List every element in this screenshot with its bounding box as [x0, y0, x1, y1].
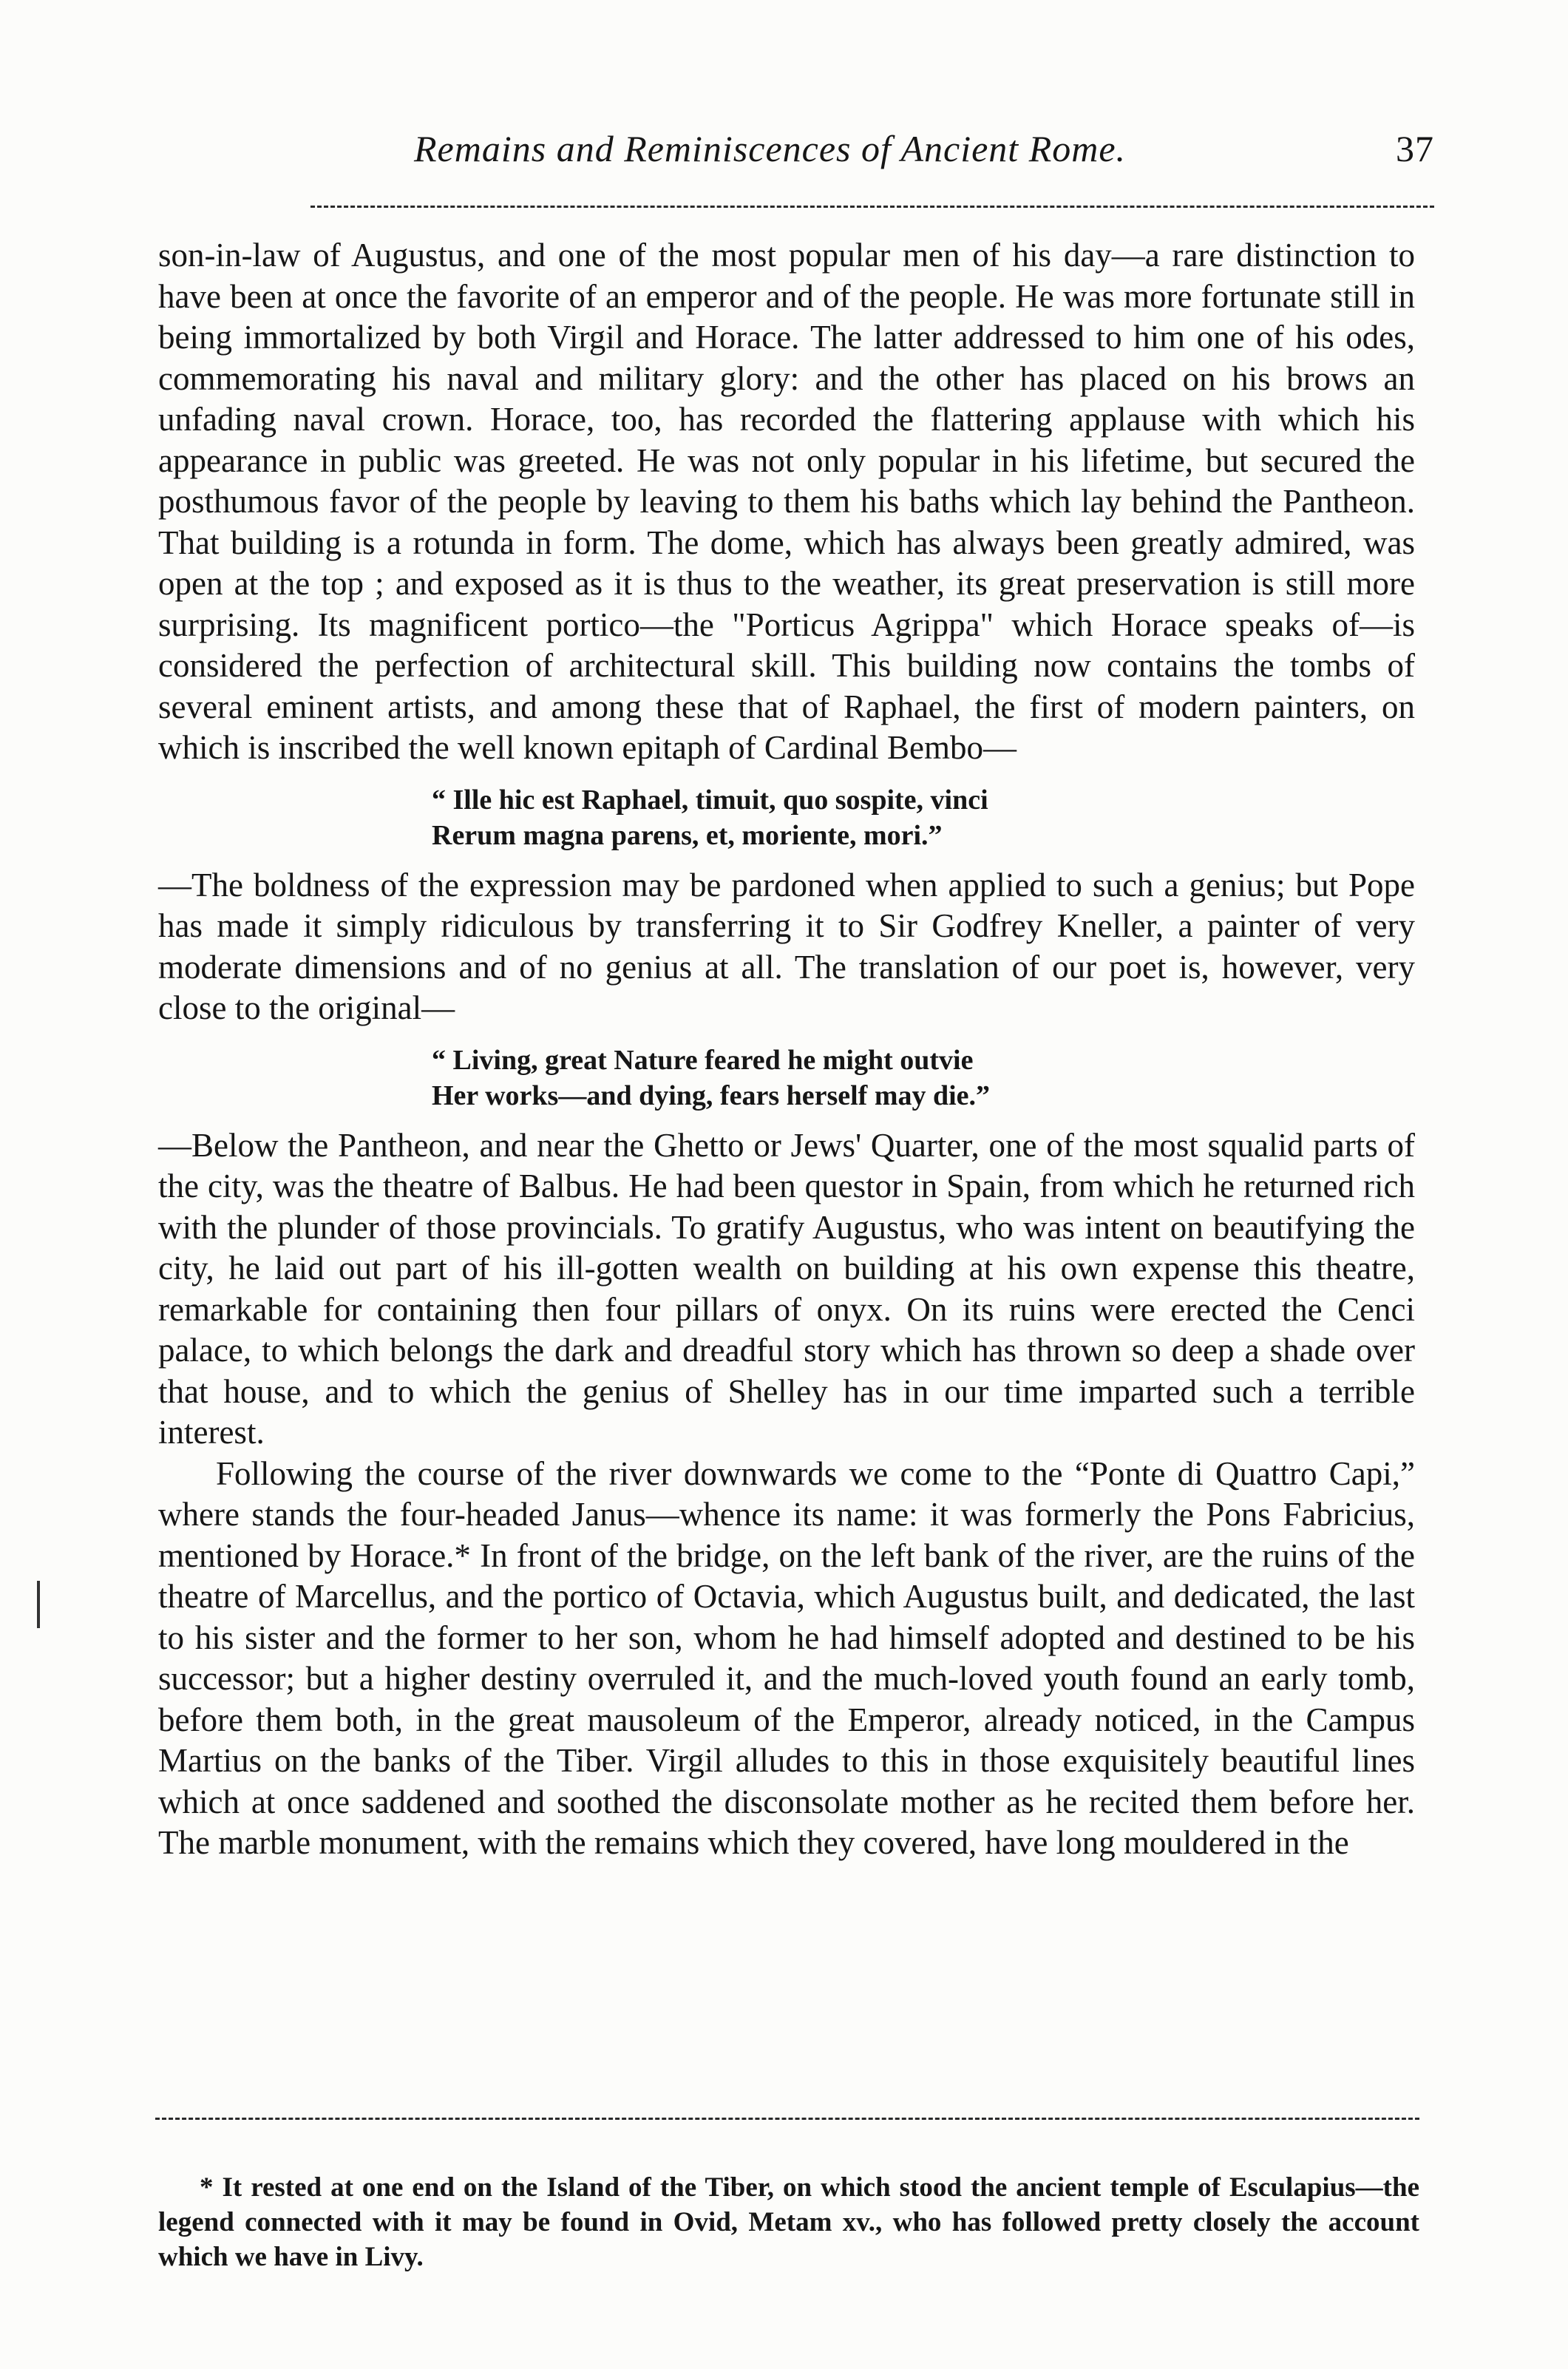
body-text	[158, 235, 1415, 1864]
footnote: * It rested at one end on the Island of the Tiber, on which stood the ancient temple of Esculapius—the legend connected with it may be found in Ovid, Metam xv., who has followed pretty closely the account which we have in Livy.	[158, 2172, 1419, 2272]
running-title: Remains and Reminiscences of Ancient Rome.	[414, 128, 1127, 169]
paragraph-3: —Below the Pantheon, and near the Ghetto or Jews' Quarter, one of the most squalid parts of the city, was the theatre of Balbus. He had been questor in Spain, from which he returned rich with the plunder of those provincials. To gratify Augustus, who was intent on beautifying the city, he laid out part of his ill-gotten wealth on building at his own expense this theatre, remarkable for containing then four pillars of onyx. On its ruins were erected the Cenci palace, to which belongs the dark and dreadful story which has thrown so deep a shade over that house, and to which the genius of Shelley has in our time imparted such a terrible interest.	[158, 1126, 1415, 1451]
epitaph-line-2: Rerum magna parens, et, moriente, mori.”	[432, 819, 943, 851]
epitaph-quote	[432, 782, 1319, 853]
header-rule	[310, 206, 1434, 208]
epitaph-line-1: “ Ille hic est Raphael, timuit, quo sospite, vinci	[432, 784, 988, 816]
footnote-rule	[155, 2118, 1419, 2120]
translation-quote	[432, 1043, 1319, 1114]
paragraph-2: —The boldness of the expression may be pardoned when applied to such a genius; but Pope has made it simply ridiculous by transferring it to Sir Godfrey Kneller, a painter of very moderate dimensions and of no genius at all. The translation of our poet is, however, very close to the original—	[158, 866, 1415, 1026]
page-number: 37	[1396, 128, 1434, 169]
translation-line-1: “ Living, great Nature feared he might outvie	[432, 1044, 974, 1076]
translation-line-2: Her works—and dying, fears herself may die.”	[432, 1080, 991, 1111]
paragraph-1: son-in-law of Augustus, and one of the most popular men of his day—a rare distinction to have been at once the favorite of an emperor and of the people. He was more fortunate still in being immortalized by both Virgil and Horace. The latter addressed to him one of his odes, commemorating his naval and military glory: and the other has placed on his brows an unfading naval crown. Horace, too, has recorded the flattering applause with which his appearance in public was greeted. He was not only popular in his lifetime, but secured the posthumous favor of the people by leaving to them his baths which lay behind the Pantheon. That building is a rotunda in form. The dome, which has always been greatly admired, was open at the top ; and exposed as it is thus to the weather, its great preservation is still more surprising. Its magnificent portico—the "Porticus Agrippa" which Horace speaks of—is considered the perfection of architectural skill. This building now contains the tombs of several eminent artists, and among these that of Raphael, the first of modern painters, on which is inscribed the well known epitaph of Cardinal Bembo—	[158, 237, 1415, 766]
paragraph-4: Following the course of the river downwards we come to the “Ponte di Quattro Capi,” where stands the four-headed Janus—whence its name: it was formerly the Pons Fabricius, mentioned by Horace.* In front of the bridge, on the left bank of the river, are the ruins of the theatre of Marcellus, and the portico of Octavia, which Augustus built, and dedicated, the last to his sister and the former to her son, whom he had himself adopted and destined to be his successor; but a higher destiny overruled it, and the much-loved youth found an early tomb, before them both, in the great mausoleum of the Emperor, already noticed, in the Campus Martius on the banks of the Tiber. Virgil alludes to this in those exquisitely beautiful lines which at once saddened and soothed the disconsolate mother as he recited them before her. The marble monument, with the remains which they covered, have long mouldered in the	[158, 1454, 1415, 1861]
margin-mark	[37, 1581, 40, 1628]
